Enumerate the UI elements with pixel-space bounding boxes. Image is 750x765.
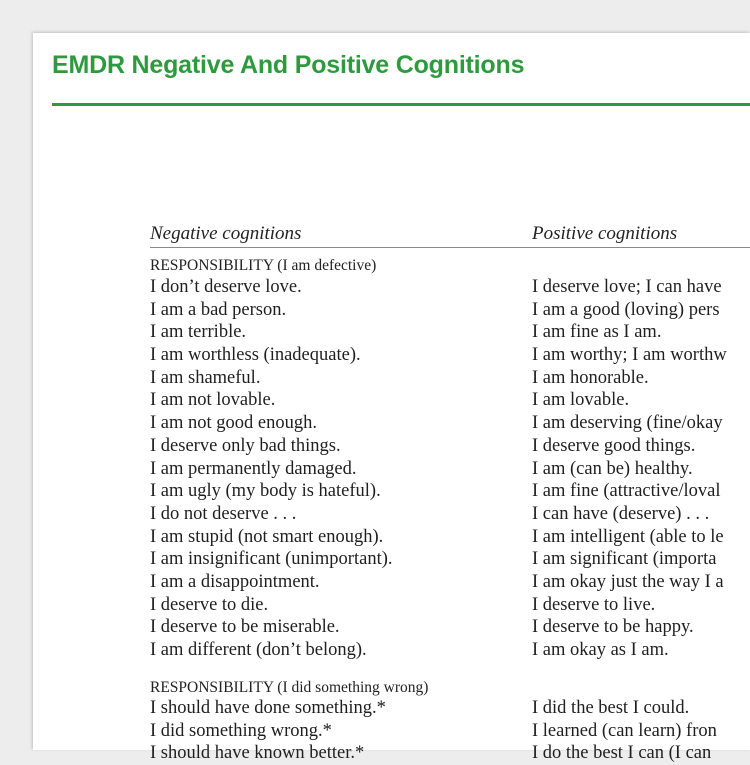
- cognition-row: [33, 344, 750, 367]
- negative-cognition: I am worthless (inadequate).: [150, 345, 361, 366]
- column-header-negative: Negative cognitions: [150, 223, 302, 244]
- positive-cognition: I am a good (loving) pers: [532, 299, 720, 320]
- cognition-row: [33, 367, 750, 390]
- positive-cognition: I am (can be) healthy.: [532, 458, 693, 479]
- positive-cognition: I deserve to live.: [532, 594, 656, 615]
- positive-cognition: I am fine (attractive/loval: [532, 481, 721, 502]
- positive-cognition: I am okay as I am.: [532, 640, 669, 660]
- negative-cognition: I deserve to die.: [150, 594, 269, 615]
- positive-cognition: I am okay just the way I a: [532, 571, 724, 592]
- negative-cognition: I am insignificant (unimportant).: [150, 549, 393, 570]
- header-divider: [150, 247, 750, 248]
- cognition-row: [33, 616, 750, 639]
- negative-cognition: I am shameful.: [150, 367, 261, 388]
- positive-cognition: I am worthy; I am worthw: [532, 345, 727, 366]
- positive-cognition: I did the best I could.: [532, 698, 690, 718]
- cognition-row: [33, 742, 750, 765]
- cognition-row: [33, 412, 750, 435]
- negative-cognition: I am not good enough.: [150, 413, 317, 434]
- negative-cognition: I do not deserve . . .: [150, 503, 297, 524]
- cognition-row: [33, 526, 750, 549]
- cognition-row: [33, 435, 750, 458]
- negative-cognition: I am terrible.: [150, 322, 247, 343]
- negative-cognition: I am different (don’t belong).: [150, 640, 367, 660]
- page-title: EMDR Negative And Positive Cognitions: [52, 51, 525, 79]
- cognition-row: [33, 639, 750, 662]
- cognition-row: [33, 299, 750, 322]
- positive-cognition: I can have (deserve) . . .: [532, 503, 710, 524]
- negative-cognition: I deserve to be miserable.: [150, 617, 340, 638]
- cognition-row: [33, 571, 750, 594]
- positive-cognition: I am intelligent (able to le: [532, 526, 724, 547]
- negative-cognition: I am not lovable.: [150, 390, 276, 411]
- section-heading: RESPONSIBILITY (I am defective): [150, 257, 377, 274]
- cognition-row: [33, 697, 750, 720]
- positive-cognition: I am lovable.: [532, 390, 630, 411]
- cognition-row: [33, 548, 750, 571]
- negative-cognition: I don’t deserve love.: [150, 277, 302, 297]
- negative-cognition: I am permanently damaged.: [150, 458, 357, 479]
- positive-cognition: I am deserving (fine/okay: [532, 413, 723, 434]
- positive-cognition: I am significant (importa: [532, 549, 717, 570]
- cognition-row: [33, 276, 750, 299]
- positive-cognition: I deserve good things.: [532, 435, 696, 456]
- positive-cognition: I deserve to be happy.: [532, 617, 694, 638]
- negative-cognition: I should have known better.*: [150, 743, 365, 764]
- negative-cognition: I should have done something.*: [150, 698, 386, 718]
- section-heading: RESPONSIBILITY (I did something wrong): [150, 679, 429, 696]
- cognition-row: [33, 594, 750, 617]
- positive-cognition: I am honorable.: [532, 367, 649, 388]
- negative-cognition: I deserve only bad things.: [150, 435, 341, 456]
- cognition-row: [33, 389, 750, 412]
- negative-cognition: I am stupid (not smart enough).: [150, 526, 384, 547]
- positive-cognition: I am fine as I am.: [532, 322, 662, 343]
- column-header-positive: Positive cognitions: [532, 223, 678, 244]
- cognition-row: [33, 458, 750, 481]
- positive-cognition: I deserve love; I can have: [532, 277, 722, 297]
- cognitions-section-1: [33, 276, 750, 662]
- negative-cognition: I did something wrong.*: [150, 720, 332, 741]
- cognitions-section-2: [33, 697, 750, 765]
- title-underline: [52, 103, 750, 106]
- negative-cognition: I am a disappointment.: [150, 571, 320, 592]
- cognition-row: [33, 480, 750, 503]
- cognition-row: [33, 503, 750, 526]
- positive-cognition: I do the best I can (I can: [532, 743, 712, 764]
- negative-cognition: I am a bad person.: [150, 299, 287, 320]
- negative-cognition: I am ugly (my body is hateful).: [150, 481, 381, 502]
- cognition-row: [33, 720, 750, 743]
- document-page: [33, 33, 750, 764]
- cognition-row: [33, 321, 750, 344]
- positive-cognition: I learned (can learn) fron: [532, 720, 717, 741]
